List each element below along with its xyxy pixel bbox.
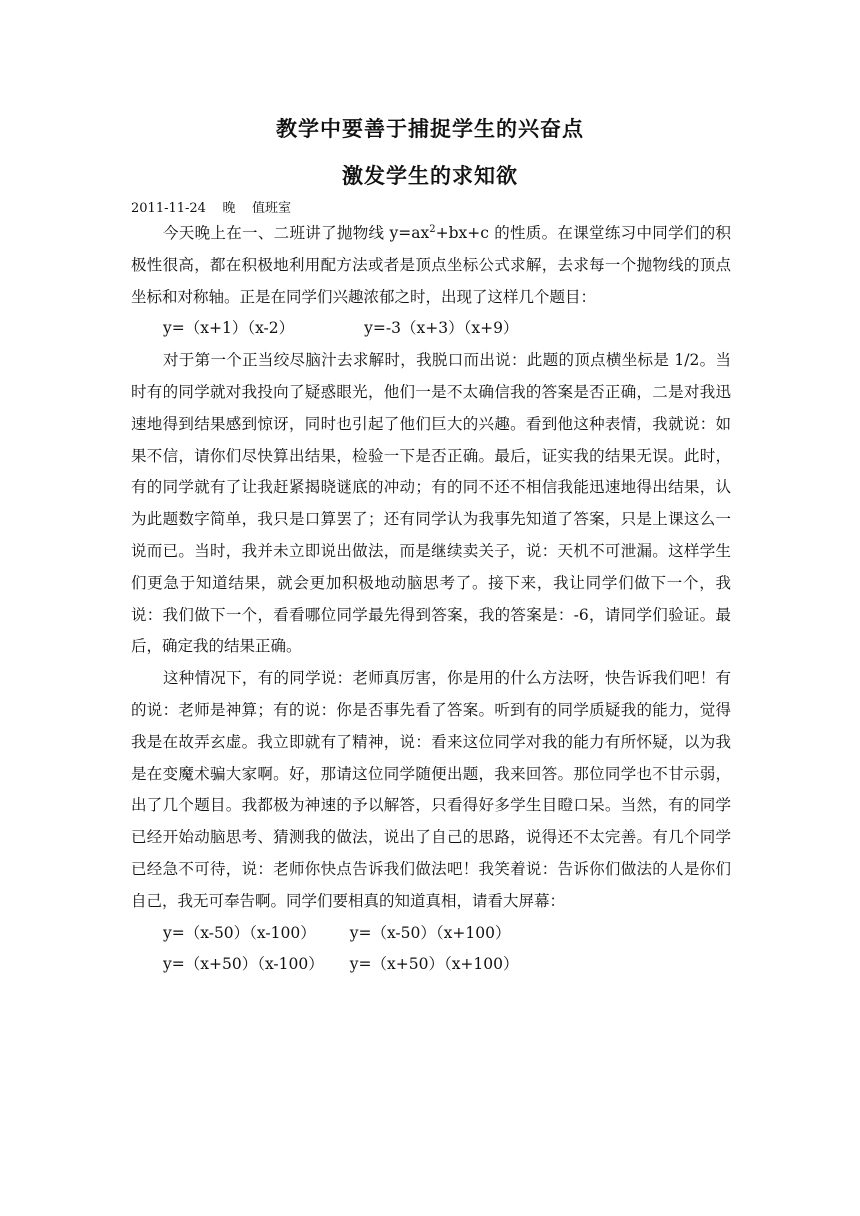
paragraph-2: 对于第一个正当绞尽脑汁去求解时，我脱口而出说：此题的顶点横坐标是 1/2。当时有的同学就对我投向了疑惑眼光，他们一是不太确信我的答案是否正确，二是对我迅速地得到结果感到惊讶，同时也引起了他们巨大的兴趣。看到他这种表情，我就说：如果不信，请你们尽快算出结果，检验一下是否正确。最后，证实我的结果无误。此时，有的同学就有了让我赶紧揭晓谜底的冲动；有的同不还不相信我能迅速地得出结果，认为此题数字简单，我只是口算罢了；还有同学认为我事先知道了答案，只是上课这么一说而已。当时，我并未立即说出做法，而是继续卖关子，说：天机不可泄漏。这样学生们更急于知道结果，就会更加积极地动脑思考了。接下来，我让同学们做下一个，我说：我们做下一个，看看哪位同学最先得到答案，我的答案是：-6，请同学们验证。最后，确定我的结果正确。 xyxy=(131,351,731,656)
document-title-line-2: 激发学生的求知欲 xyxy=(342,164,518,188)
document-title-line-1: 教学中要善于捕捉学生的兴奋点 xyxy=(276,117,584,141)
superscript-exponent: 2 xyxy=(429,223,436,235)
equation-3-right: y=（x+50）（x+100） xyxy=(349,955,519,974)
equation-2-left: y=（x-50）（x-100） xyxy=(163,923,316,942)
equation-row-1 xyxy=(131,313,731,345)
paragraph-1-part-b: +bx+c 的性质。在课堂练习中同学们的积极性很高，都在积极地利用配方法或者是顶点坐标公式求解，去求每一个抛物线的顶点坐标和对称轴。正是在同学们兴趣浓郁之时，出现了这样几个题目： xyxy=(131,224,731,306)
paragraph-1-part-a: 今天晚上在一、二班讲了抛物线 y=ax xyxy=(163,224,430,242)
paragraph-3: 这种情况下，有的同学说：老师真厉害，你是用的什么方法呀，快告诉我们吧！有的说：老师是神算；有的说：你是否事先看了答案。听到有的同学质疑我的能力，觉得我是在故弄玄虚。我立即就有了精神，说：看来这位同学对我的能力有所怀疑，以为我是在变魔术骗大家啊。好，那请这位同学随便出题，我来回答。那位同学也不甘示弱，出了几个题目。我都极为神速的予以解答，只看得好多学生目瞪口呆。当然，有的同学已经开始动脑思考、猜测我的做法，说出了自己的思路，说得还不太完善。有几个同学已经急不可待，说：老师你快点告诉我们做法吧！我笑着说：告诉你们做法的人是你们自己，我无可奉告啊。同学们要相真的知道真相，请看大屏幕： xyxy=(131,669,731,910)
paragraph-1 xyxy=(131,218,731,313)
document-body xyxy=(131,218,731,981)
equation-1-left: y=（x+1）（x-2） xyxy=(163,319,295,338)
equation-3-left: y=（x+50）（x-100） xyxy=(163,955,324,974)
date-location-line: 2011-11-24 晚 值班室 xyxy=(131,201,292,216)
equation-1-right: y=-3（x+3）（x+9） xyxy=(364,319,519,338)
equation-2-right: y=（x-50）（x+100） xyxy=(349,923,511,942)
equation-row-2 xyxy=(131,918,731,950)
equation-row-3 xyxy=(131,949,731,981)
